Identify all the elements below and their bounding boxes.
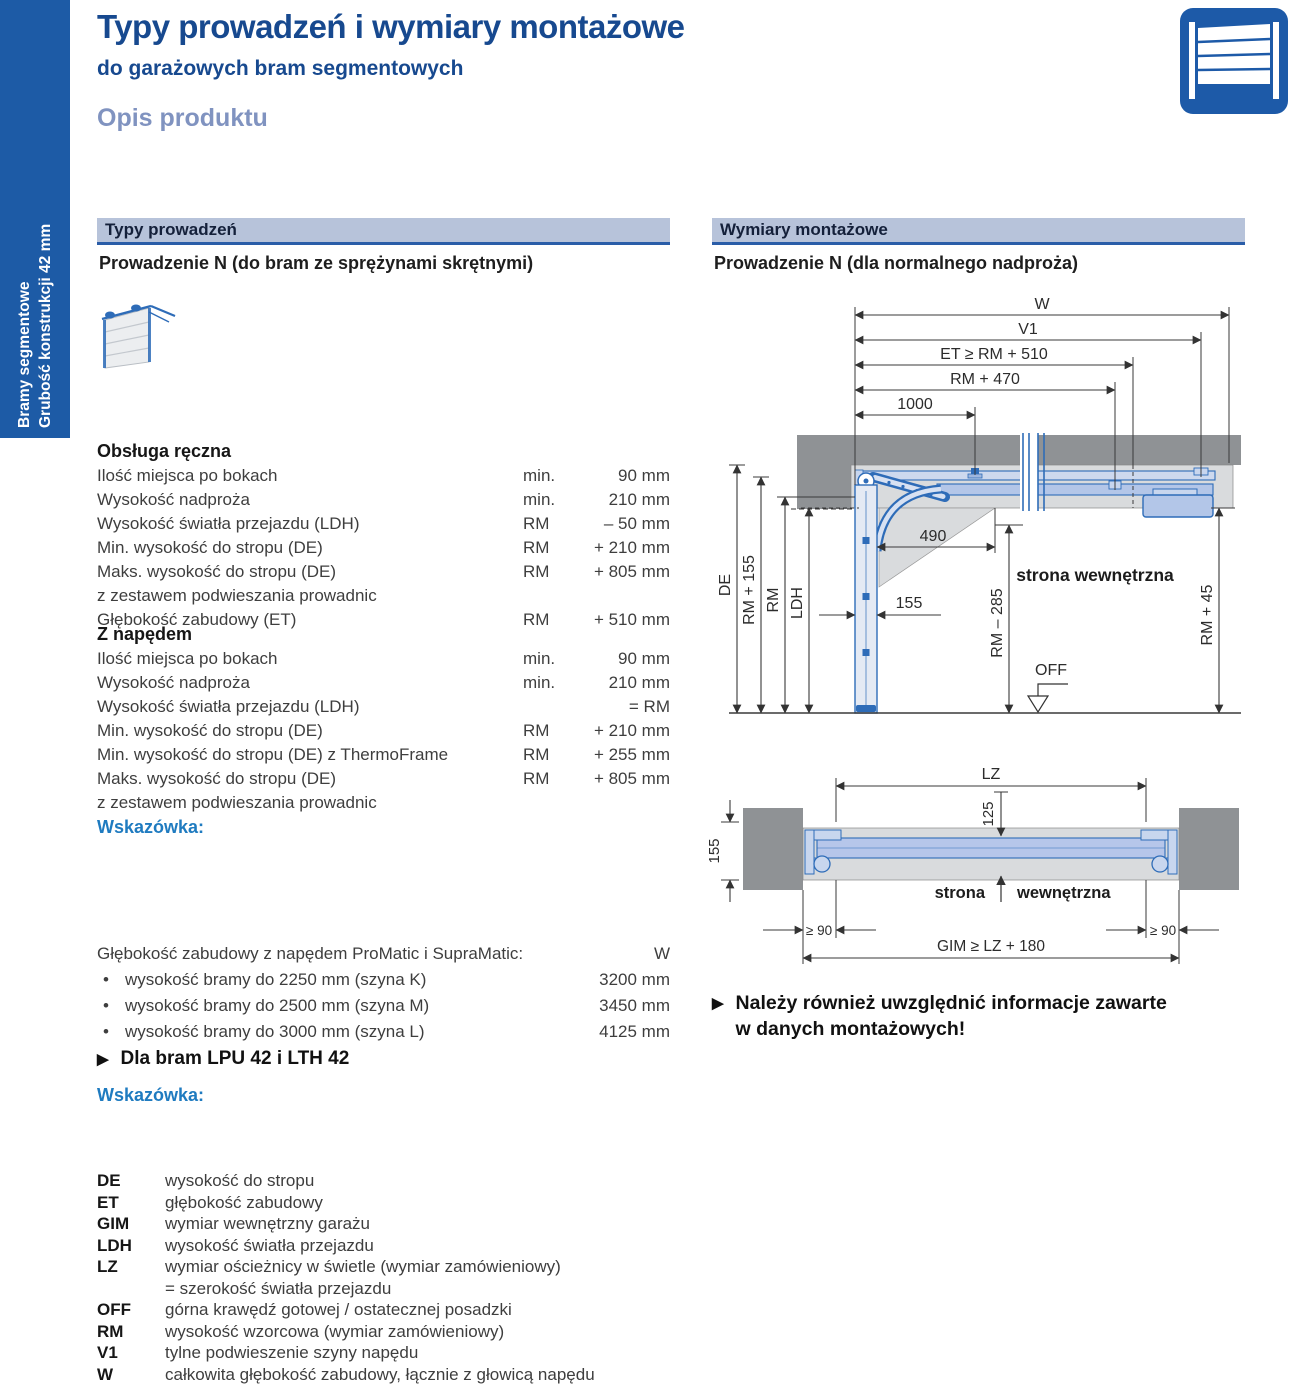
spec-label: Ilość miejsca po bokach <box>97 649 278 668</box>
promatic-item-label: wysokość bramy do 2250 mm (szyna K) <box>125 970 427 989</box>
promatic-item <box>97 967 670 993</box>
dim-1000-label: 1000 <box>897 396 933 413</box>
legend-row <box>97 1342 670 1364</box>
note-line1: Należy również uwzględnić informacje zawarte <box>735 992 1167 1014</box>
spec-label: Wysokość światła przejazdu (LDH) <box>97 697 360 716</box>
note-line2: w danych montażowych! <box>735 1018 966 1040</box>
spec-value <box>575 791 670 815</box>
promatic-block <box>97 941 670 1045</box>
spec-label: Wysokość nadproża <box>97 673 250 692</box>
dim-rm470-label: RM + 470 <box>950 371 1020 388</box>
promatic-header-value: W <box>653 944 670 963</box>
dim-490-label: 490 <box>919 528 947 545</box>
spec-label: Wysokość nadproża <box>97 490 250 509</box>
spec-row <box>97 512 670 536</box>
spec-label: z zestawem podwieszania prowadnic <box>97 793 377 812</box>
manual-heading: Obsługa ręczna <box>97 441 232 461</box>
spec-label: Maks. wysokość do stropu (DE) <box>97 562 337 581</box>
lpu-heading <box>97 1048 349 1070</box>
spec-row <box>97 719 670 743</box>
spec-row <box>97 743 670 767</box>
promatic-item-value: 3200 mm <box>599 970 670 989</box>
manual-spec-table <box>97 464 670 632</box>
drive-heading: Z napędem <box>97 624 193 644</box>
dim-w-label: W <box>1034 296 1050 313</box>
legend-definition <box>165 1321 670 1343</box>
left-lead-heading: Prowadzenie N (do bram ze sprężynami skrętnymi) <box>99 253 534 273</box>
spec-value: + 255 mm <box>593 745 670 764</box>
spec-qualifier: RM <box>523 610 550 629</box>
legend-term: LZ <box>97 1257 118 1276</box>
spec-qualifier: RM <box>523 538 550 557</box>
promatic-header: Głębokość zabudowy z napędem ProMatic i SupraMatic: <box>97 944 524 963</box>
spec-label: Wysokość światła przejazdu (LDH) <box>97 514 360 533</box>
legend-definition <box>165 1170 670 1192</box>
legend-definition-line1: wysokość światła przejazdu <box>165 1235 374 1255</box>
page-title: Typy prowadzeń i wymiary montażowe <box>97 8 685 45</box>
interior-word-strona: strona <box>934 884 985 902</box>
legend-definition-line1: górna krawędź gotowej / ostatecznej posadzki <box>165 1300 512 1319</box>
bullet-dot-icon: • <box>103 996 109 1015</box>
drive-spec-table <box>97 647 670 815</box>
spec-value: 210 mm <box>608 673 670 692</box>
spec-qualifier: RM <box>523 745 550 764</box>
off-floor-symbol <box>1028 662 1068 712</box>
legend-definition <box>165 1235 670 1257</box>
legend-term: W <box>97 1364 114 1384</box>
legend-row <box>97 1235 670 1257</box>
spec-label: Maks. wysokość do stropu (DE) <box>97 769 337 788</box>
legend-definition-line1: tylne podwieszenie szyny napędu <box>165 1343 419 1362</box>
dim-ge90-left-label: ≥ 90 <box>805 923 833 938</box>
dim-de-label: DE <box>717 573 734 597</box>
spec-row <box>97 695 670 719</box>
spec-qualifier: min. <box>523 673 556 692</box>
legend-term: OFF <box>97 1300 131 1319</box>
interior-side-label: strona wewnętrzna <box>1016 565 1174 585</box>
triangle-bullet-icon: ▶ <box>97 1051 109 1068</box>
spec-qualifier: RM <box>523 721 550 740</box>
promatic-items <box>97 967 670 1045</box>
legend-term: GIM <box>97 1214 130 1233</box>
spec-value: = RM <box>628 697 670 716</box>
sidebar-label <box>15 0 57 438</box>
spec-value: – 50 mm <box>603 514 670 533</box>
dim-155-plan <box>721 800 739 902</box>
spec-qualifier: RM <box>523 769 550 788</box>
legend-definition <box>165 1192 670 1214</box>
legend-definition <box>165 1342 670 1364</box>
promatic-item <box>97 1019 670 1045</box>
spec-value <box>575 584 670 608</box>
section-bar-typy-prowadzen: Typy prowadzeń <box>97 218 670 245</box>
legend-definition-line1: całkowita głębokość zabudowy, łącznie z głowicą napędu <box>165 1364 595 1384</box>
dim-155-label: 155 <box>895 595 923 612</box>
spec-value: 90 mm <box>618 466 670 485</box>
spec-label: Min. wysokość do stropu (DE) <box>97 538 323 557</box>
sectional-door-badge-icon <box>1178 6 1290 118</box>
dim-ge90-right-label: ≥ 90 <box>1149 923 1177 938</box>
spec-row <box>97 671 670 695</box>
side-section-diagram <box>705 285 1250 735</box>
dim-lz-label: LZ <box>981 766 1001 783</box>
promatic-item-value: 3450 mm <box>599 996 670 1015</box>
abbreviation-legend <box>97 1170 670 1385</box>
spec-label: Głębokość zabudowy (ET) <box>97 610 297 629</box>
spec-value: + 210 mm <box>593 721 670 740</box>
spec-row <box>97 560 670 584</box>
spec-qualifier: RM <box>523 562 550 581</box>
dim-rm285-label: RM – 285 <box>989 588 1006 658</box>
spec-row <box>97 647 670 671</box>
spec-qualifier <box>523 791 575 815</box>
spec-label: z zestawem podwieszania prowadnic <box>97 586 377 605</box>
dim-gim-label: GIM ≥ LZ + 180 <box>936 938 1046 955</box>
legend-definition-line1: wysokość do stropu <box>165 1171 315 1190</box>
legend-definition <box>165 1256 670 1299</box>
legend-term: ET <box>97 1192 119 1212</box>
spec-qualifier <box>523 584 575 608</box>
legend-row <box>97 1170 670 1192</box>
spec-value: + 805 mm <box>593 562 670 581</box>
legend-definition-line1: wymiar wewnętrzny garażu <box>165 1214 371 1233</box>
legend-definition-line1: głębokość zabudowy <box>165 1192 323 1212</box>
door-leaf-section <box>817 838 1165 858</box>
interior-word-wewnetrzna: wewnętrzna <box>1017 884 1111 902</box>
spec-value: 90 mm <box>618 649 670 668</box>
spec-row <box>97 767 670 791</box>
spec-row <box>97 791 670 815</box>
dim-et-label: ET ≥ RM + 510 <box>940 346 1048 363</box>
legend-term: RM <box>97 1321 124 1341</box>
dim-125-label: 125 <box>980 801 997 827</box>
promatic-item-label: wysokość bramy do 2500 mm (szyna M) <box>125 996 430 1015</box>
spec-row <box>97 464 670 488</box>
spec-qualifier: RM <box>523 514 550 533</box>
triangle-bullet-icon: ▶ <box>712 995 724 1012</box>
dim-ldh-label: LDH <box>789 586 806 620</box>
spec-qualifier <box>523 695 575 719</box>
install-data-note <box>712 990 1167 1042</box>
section-bar-wymiary-montazowe: Wymiary montażowe <box>712 218 1245 245</box>
hint2-title: Wskazówka: <box>97 1085 205 1105</box>
lpu-text: Dla bram LPU 42 i LTH 42 <box>120 1048 350 1069</box>
legend-term: V1 <box>97 1343 118 1362</box>
spec-row <box>97 488 670 512</box>
legend-definition <box>165 1213 670 1235</box>
legend-term: LDH <box>97 1235 132 1255</box>
plan-section-diagram <box>705 762 1250 980</box>
dim-v1-label: V1 <box>1018 321 1038 338</box>
spec-qualifier: min. <box>523 466 556 485</box>
page-subtitle: do garażowych bram segmentowych <box>97 57 464 80</box>
spec-value: 210 mm <box>608 490 670 509</box>
spec-qualifier: min. <box>523 649 556 668</box>
bullet-dot-icon: • <box>103 1022 109 1041</box>
legend-row <box>97 1364 670 1385</box>
dim-155-plan-label: 155 <box>706 838 723 864</box>
legend-row <box>97 1213 670 1235</box>
promatic-item-value: 4125 mm <box>599 1022 670 1041</box>
sidebar-label-line1: Bramy segmentowe <box>16 281 33 428</box>
door-panel <box>855 485 877 713</box>
spec-value: + 210 mm <box>593 538 670 557</box>
legend-row <box>97 1321 670 1343</box>
spec-row <box>97 584 670 608</box>
spec-value: + 805 mm <box>593 769 670 788</box>
hint1-title: Wskazówka: <box>97 817 205 837</box>
sidebar-label-line2: Grubość konstrukcji 42 mm <box>36 223 54 428</box>
spec-label: Min. wysokość do stropu (DE) <box>97 721 323 740</box>
note-text <box>736 990 1167 1042</box>
legend-definition <box>165 1299 670 1321</box>
legend-term: DE <box>97 1171 121 1190</box>
spec-qualifier: min. <box>523 490 556 509</box>
spec-value: + 510 mm <box>593 610 670 629</box>
section-title: Opis produktu <box>97 104 268 132</box>
spec-row <box>97 536 670 560</box>
legend-row <box>97 1256 670 1299</box>
bullet-dot-icon: • <box>103 970 109 989</box>
legend-definition-line2: = szerokość światła przejazdu <box>165 1278 392 1298</box>
dim-rm155-label: RM + 155 <box>741 555 758 625</box>
sidebar-tab <box>0 0 70 438</box>
legend-definition <box>165 1364 670 1385</box>
dim-rm-label: RM <box>765 587 782 613</box>
promatic-item-label: wysokość bramy do 3000 mm (szyna L) <box>125 1022 425 1041</box>
off-label: OFF <box>1035 662 1067 679</box>
spec-label: Min. wysokość do stropu (DE) z ThermoFrame <box>97 745 449 764</box>
sectional-door-mini-icon <box>95 296 177 370</box>
legend-definition-line1: wymiar ościeżnicy w świetle (wymiar zamówieniowy) <box>165 1257 561 1276</box>
legend-row <box>97 1299 670 1321</box>
legend-row <box>97 1192 670 1214</box>
legend-definition-line1: wysokość wzorcowa (wymiar zamówieniowy) <box>165 1321 505 1341</box>
spec-label: Ilość miejsca po bokach <box>97 466 278 485</box>
dim-rm45-label: RM + 45 <box>1199 584 1216 646</box>
promatic-header-row <box>97 941 670 967</box>
right-lead-heading: Prowadzenie N (dla normalnego nadproża) <box>714 253 1079 273</box>
promatic-item <box>97 993 670 1019</box>
